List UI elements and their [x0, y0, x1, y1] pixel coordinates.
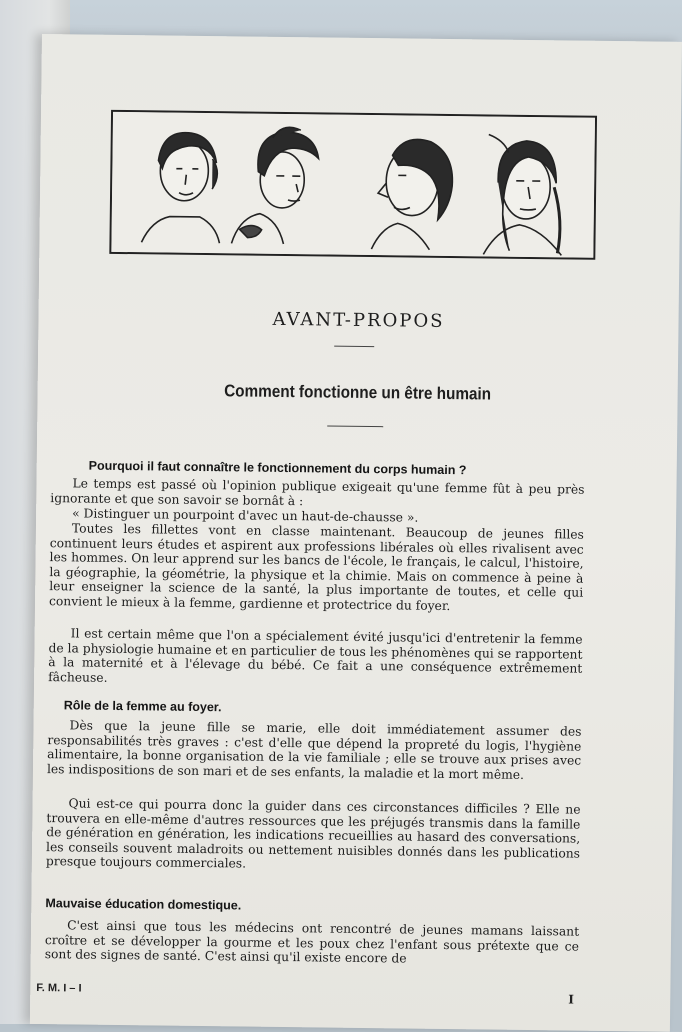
title-divider [334, 346, 374, 347]
book-page [30, 34, 682, 1032]
paragraph: Qui est-ce qui pourra donc la guider dans ces circonstances difficiles ? Elle ne trouvera en elle-même d'autres ressources que les préjugés transmis dans la famille de génération en génération, les indications recueillies au hasard des conversations, les conseils souvent maladroits ou nettement nuisibles donnés dans les publications presque toujours commerciales. [45, 796, 581, 871]
section-heading-3: Mauvaise éducation domestique. [45, 896, 242, 913]
page-subtitle: Comment fonctionne un être humain [224, 381, 492, 404]
paragraph: C'est ainsi que tous les médecins ont rencontré de jeunes mamans laissant croître et se développer la gourme et les poux chez l'enfant sous prétexte que ce sont des signes de santé. C'est ainsi qu'il existe encore de [44, 918, 580, 966]
paragraph: « Distinguer un pourpoint d'avec un haut-de-chausse ». [72, 506, 419, 525]
paragraph: Il est certain même que l'on a spécialement évité jusqu'ici d'entretenir la femme de la physiologie humaine et en particulier de tous les phénomènes qui se rapportent à la maternité et à l'élevage du bébé. Ce fait a une conséquence extrêmement fâcheuse. [48, 626, 583, 685]
paragraph: Le temps est passé où l'opinion publique exigeait qu'une femme fût à peu près ignorante et que son savoir se bornât à : [50, 476, 585, 508]
portrait-banner-illustration [109, 110, 597, 260]
paragraph: Dès que la jeune fille se marie, elle doit immédiatement assumer des responsabilités très graves : c'est d'elle que dépend la propreté du logis, l'hygiène alimentaire, la bonne organisation de la vie familiale ; elle se trouve aux prises avec les indispositions de son mari et de ses enfants, la maladie et la mort même. [46, 718, 582, 782]
subtitle-divider [327, 426, 383, 428]
page-number: I [568, 992, 574, 1007]
paragraph: Toutes les fillettes vont en classe maintenant. Beaucoup de jeunes filles continuent leurs études et aspirent aux professions libérales où elles rivalisent avec les hommes. On leur apprend sur les bancs de l'école, le français, le calcul, l'histoire, la géographie, la géométrie, la physique et la chimie. Mais on commence à peine à leur enseigner la science de la santé, la plus importante de toutes, et celle qui convient le mieux à la femme, gardienne et protectrice du foyer. [48, 521, 585, 613]
page-title: AVANT-PROPOS [272, 308, 445, 332]
footer-signature-mark: F. M. I – I [36, 982, 82, 995]
section-heading-2: Rôle de la femme au foyer. [63, 698, 222, 715]
section-heading-1: Pourquoi il faut connaître le fonctionnement du corps humain ? [88, 458, 467, 478]
